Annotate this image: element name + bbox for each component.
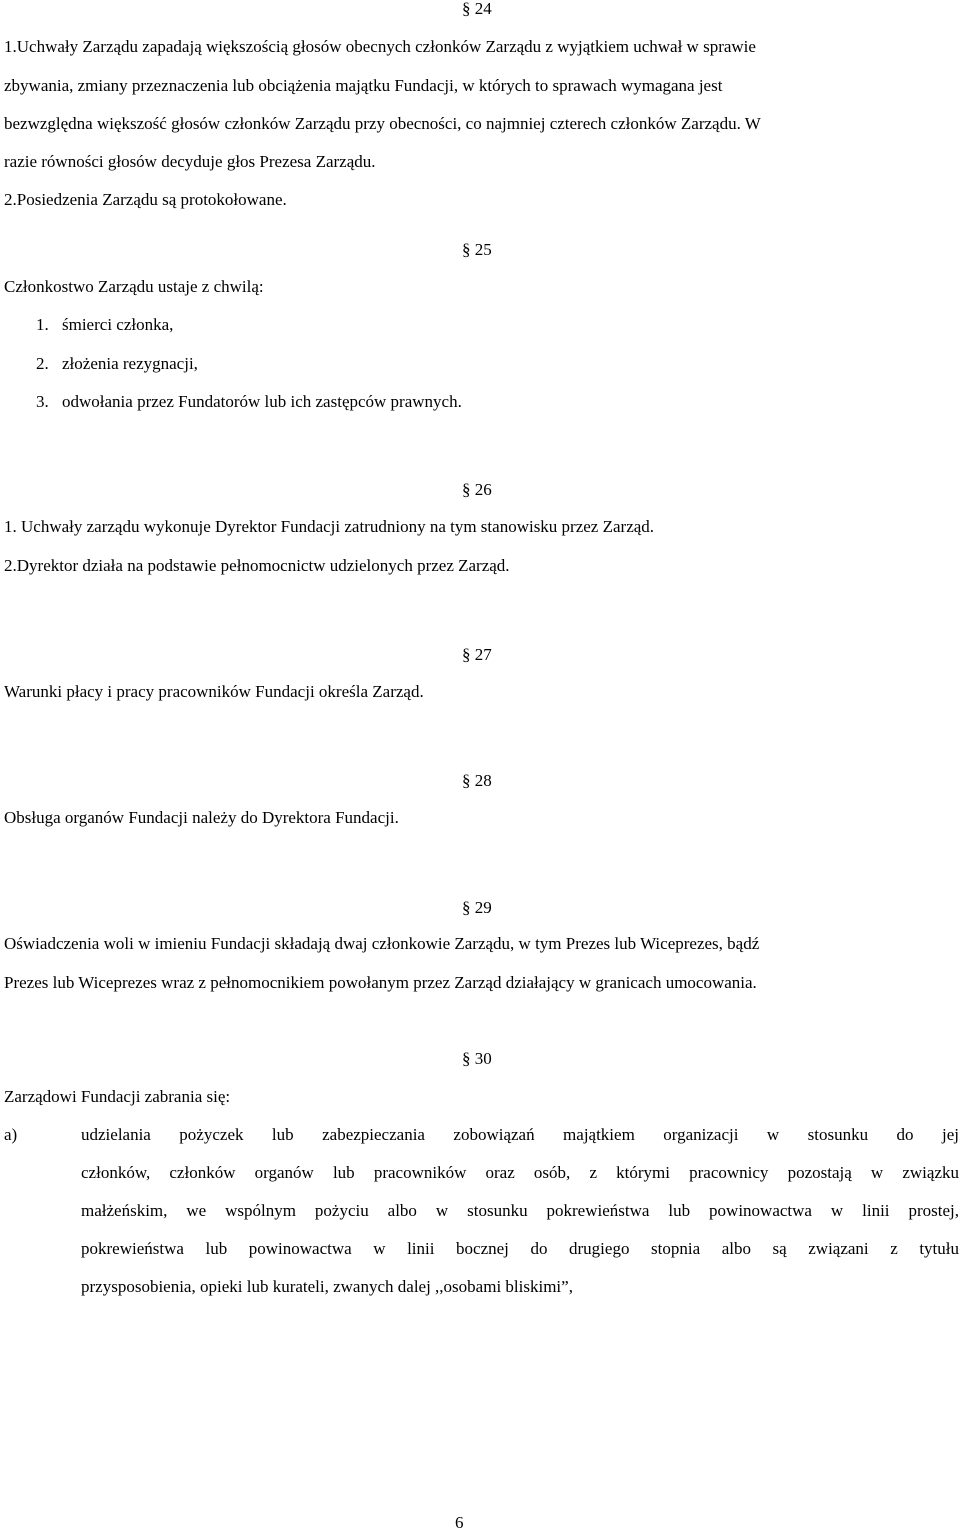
list-number: 2. [36,354,49,373]
s30-item-a-line-3: małżeńskim, we wspólnym pożyciu albo w stosunku pokrewieństwa lub powinowactwa w linii prostej, [81,1201,959,1220]
s26-line-2: 2.Dyrektor działa na podstawie pełnomocnictw udzielonych przez Zarząd. [4,556,510,575]
page-number: 6 [455,1513,464,1532]
s24-line-3: bezwzględna większość głosów członków Zarządu przy obecności, co najmniej czterech członków Zarządu. W [4,114,761,133]
section-mark-30: § 30 [462,1049,492,1068]
s30-item-a-line-1: udzielania pożyczek lub zabezpieczania zobowiązań majątkiem organizacji w stosunku do jej [81,1125,959,1144]
section-mark-27: § 27 [462,645,492,664]
section-mark-29: § 29 [462,898,492,917]
list-number: 3. [36,392,49,411]
section-mark-24: § 24 [462,0,492,18]
s29-line-1: Oświadczenia woli w imieniu Fundacji składają dwaj członkowie Zarządu, w tym Prezes lub Wiceprezes, bądź [4,934,760,953]
s30-item-a-line-2: członków, członków organów lub pracowników oraz osób, z którymi pracownicy pozostają w związku [81,1163,959,1182]
s24-line-5: 2.Posiedzenia Zarządu są protokołowane. [4,190,287,209]
s24-line-4: razie równości głosów decyduje głos Prezesa Zarządu. [4,152,376,171]
s30-item-a-label: a) [4,1125,18,1144]
s26-line-1: 1. Uchwały zarządu wykonuje Dyrektor Fundacji zatrudniony na tym stanowisku przez Zarząd. [4,517,655,536]
section-mark-26: § 26 [462,480,492,499]
list-text: śmierci członka, [62,315,174,334]
s28-line-1: Obsługa organów Fundacji należy do Dyrektora Fundacji. [4,808,399,827]
s27-line-1: Warunki płacy i pracy pracowników Fundacji określa Zarząd. [4,682,424,701]
s30-intro: Zarządowi Fundacji zabrania się: [4,1087,231,1106]
list-text: złożenia rezygnacji, [62,354,198,373]
s29-line-2: Prezes lub Wiceprezes wraz z pełnomocnikiem powołanym przez Zarząd działający w granicach umocowania. [4,973,757,992]
s25-intro: Członkostwo Zarządu ustaje z chwilą: [4,277,264,296]
section-mark-28: § 28 [462,771,492,790]
list-text: odwołania przez Fundatorów lub ich zastępców prawnych. [62,392,462,411]
s24-line-2: zbywania, zmiany przeznaczenia lub obciążenia majątku Fundacji, w których to sprawach wymagana jest [4,76,723,95]
section-mark-25: § 25 [462,240,492,259]
s30-item-a-line-4: pokrewieństwa lub powinowactwa w linii bocznej do drugiego stopnia albo są związani z tytułu [81,1239,959,1258]
s30-item-a-line-5: przysposobienia, opieki lub kurateli, zwanych dalej ,,osobami bliskimi”, [81,1277,573,1296]
s24-line-1: 1.Uchwały Zarządu zapadają większością głosów obecnych członków Zarządu z wyjątkiem uchwał w sprawie [4,37,756,56]
list-number: 1. [36,315,49,334]
